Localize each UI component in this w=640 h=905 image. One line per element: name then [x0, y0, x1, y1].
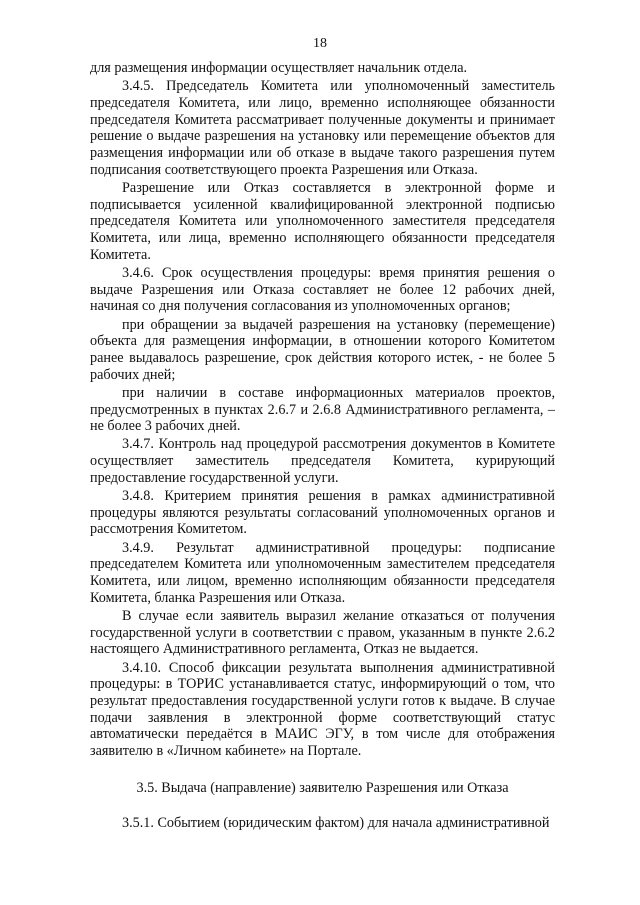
- page-number: 18: [313, 36, 327, 51]
- paragraph: при обращении за выдачей разрешения на установку (перемещение) объекта для размещения информации, в отношении которого Комитетом ранее выдавалось разрешение, срок действия которого истек, - не более 5 рабочих дней;: [90, 316, 555, 383]
- paragraph: Разрешение или Отказ составляется в электронной форме и подписывается усиленной квалифицированной электронной подписью председателя Комитета или уполномоченного заместителя председателя Комитета, или лица, временно исполняющего обязанности председателя Комитета.: [90, 179, 555, 263]
- section-heading: 3.5. Выдача (направление) заявителю Разрешения или Отказа: [136, 779, 509, 796]
- paragraph: 3.4.8. Критерием принятия решения в рамках административной процедуры являются результаты согласований уполномоченных органов и рассмотрения Комитетом.: [90, 488, 555, 538]
- paragraph: 3.5.1. Событием (юридическим фактом) для начала административной: [122, 814, 550, 831]
- document-body: [90, 60, 555, 833]
- paragraph: 3.4.5. Председатель Комитета или уполномоченный заместитель председателя Комитета, или лицо, временно исполняющее обязанности председателя Комитета рассматривает полученные документы и принимает решение о выдаче разрешения на установку или перемещение объектов для размещения информации или об отказе в выдаче такого разрешения путем подписания соответствующего проекта Разрешения или Отказа.: [90, 78, 555, 178]
- paragraph: для размещения информации осуществляет начальник отдела.: [90, 60, 468, 76]
- paragraph: В случае если заявитель выразил желание отказаться от получения государственной услуги в соответствии с правом, указанным в пункте 2.6.2 настоящего Административного регламента, Отказ не выдается.: [90, 608, 555, 658]
- paragraph: 3.4.9. Результат административной процедуры: подписание председателем Комитета или уполномоченным заместителем председателя Комитета, или лицом, временно исполняющим обязанности председателя Комитета, бланка Разрешения или Отказа.: [90, 539, 555, 606]
- paragraph: 3.4.6. Срок осуществления процедуры: время принятия решения о выдаче Разрешения или Отказа составляет не более 12 рабочих дней, начиная со дня получения согласования из уполномоченных органов;: [90, 264, 555, 315]
- paragraph: при наличии в составе информационных материалов проектов, предусмотренных в пунктах 2.6.7 и 2.6.8 Административного регламента, – не более 3 рабочих дней.: [90, 384, 555, 435]
- paragraph: 3.4.10. Способ фиксации результата выполнения административной процедуры: в ТОРИС устанавливается статус, информирующий о том, что результат предоставления государственной услуги готов к выдаче. В случае подачи заявления в электронной форме соответствующий статус автоматически передаётся в МАИС ЭГУ, в том числе для отображения заявителю в «Личном кабинете» на Портале.: [90, 659, 555, 760]
- paragraph: 3.4.7. Контроль над процедурой рассмотрения документов в Комитете осуществляет заместитель председателя Комитета, курирующий предоставление государственной услуги.: [90, 436, 555, 486]
